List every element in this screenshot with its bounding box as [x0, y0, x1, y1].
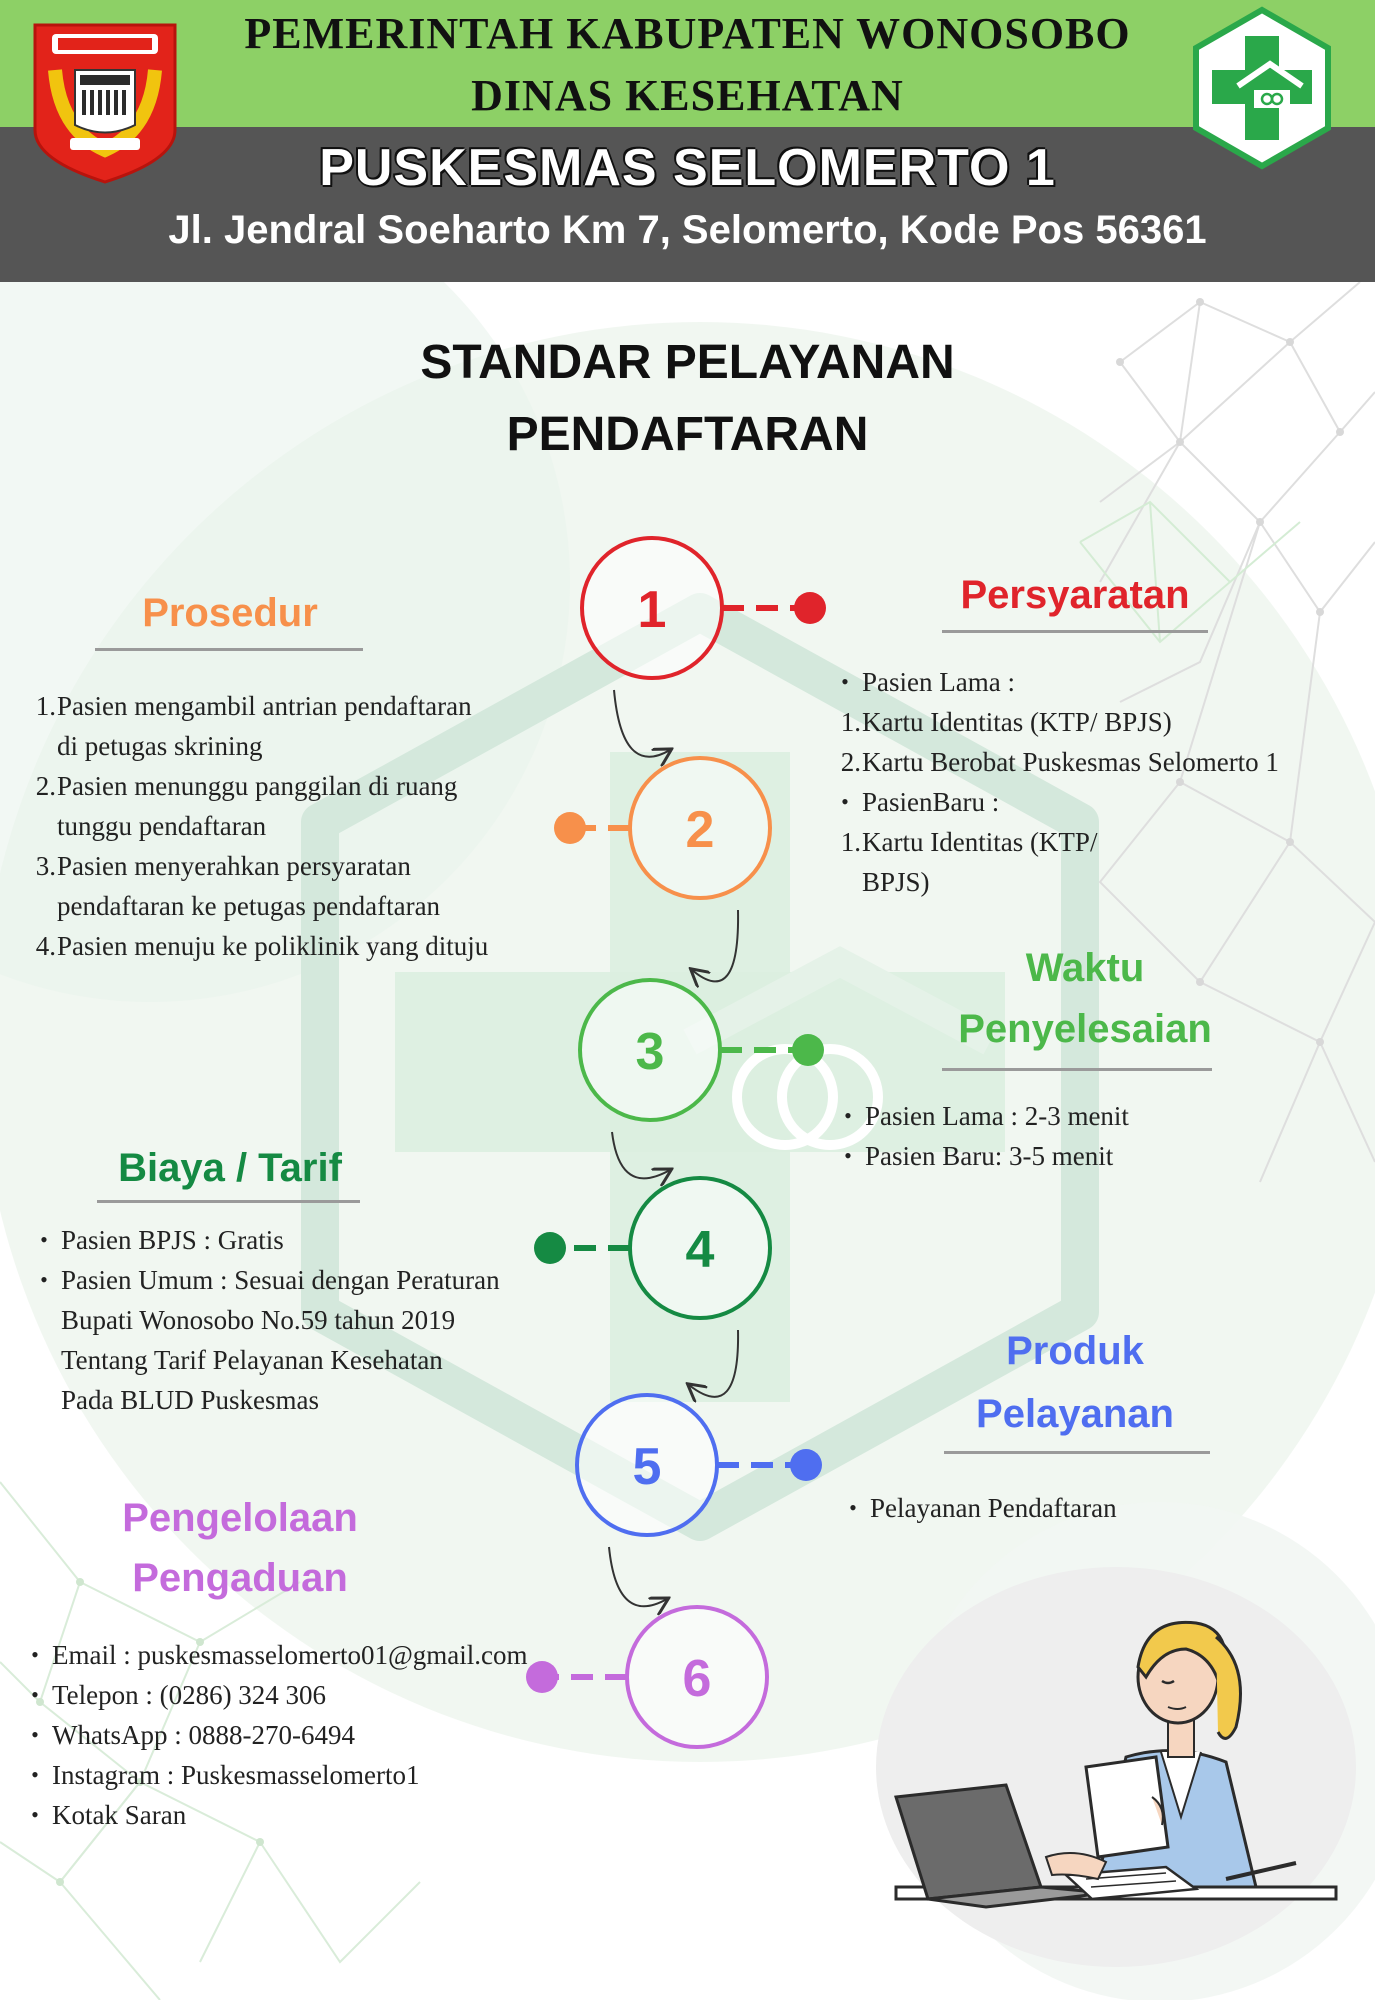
persyaratan-underline — [942, 630, 1208, 633]
step-arrow — [609, 1547, 667, 1606]
list-item-text: Telepon : (0286) 324 306 — [52, 1680, 327, 1710]
header-government-title: PEMERINTAH KABUPATEN WONOSOBO — [244, 9, 1131, 58]
list-item-text: Pasien Lama : 2-3 menit — [865, 1101, 1129, 1131]
number-marker: 1. — [840, 827, 861, 857]
list-item — [835, 822, 1355, 902]
header-puskesmas-name: PUSKESMAS SELOMERTO 1 — [319, 139, 1056, 197]
produk-heading-line2: Pelayanan — [976, 1392, 1174, 1436]
bullet-marker: • — [31, 1642, 39, 1667]
list-item — [30, 846, 570, 926]
list-item-text: Kartu Berobat Puskesmas Selomerto 1 — [862, 747, 1279, 777]
step-number: 2 — [685, 801, 715, 859]
list-item — [835, 662, 1355, 702]
step-number: 3 — [635, 1023, 665, 1081]
list-item-text: Bupati Wonosobo No.59 tahun 2019 — [61, 1305, 456, 1335]
number-marker: 2. — [840, 747, 861, 777]
biaya-underline — [97, 1200, 360, 1203]
list-item — [34, 1260, 574, 1420]
list-item-text: Pada BLUD Puskesmas — [61, 1385, 319, 1415]
pengaduan-list — [25, 1635, 605, 1835]
page-title-line2: PENDAFTARAN — [506, 408, 869, 461]
header-department-title: DINAS KESEHATAN — [471, 71, 904, 120]
list-item-text: tunggu pendaftaran — [57, 811, 267, 841]
list-item-text: Pasien BPJS : Gratis — [61, 1225, 284, 1255]
persyaratan-heading: Persyaratan — [960, 573, 1190, 617]
waktu-underline — [942, 1068, 1212, 1071]
bullet-marker: • — [841, 789, 849, 814]
waktu-heading-line1: Waktu — [1025, 946, 1145, 990]
list-item-text: Pelayanan Pendaftaran — [870, 1493, 1117, 1523]
woman-working-at-laptop-icon — [866, 1557, 1358, 1977]
pengaduan-heading-line2: Pengaduan — [132, 1556, 348, 1600]
waktu-list — [838, 1096, 1318, 1176]
list-item-text: BPJS) — [862, 867, 930, 897]
list-item — [30, 926, 570, 966]
bullet-marker: • — [849, 1495, 857, 1520]
step-number: 5 — [632, 1438, 662, 1496]
list-item-text: Kartu Identitas (KTP/ — [862, 827, 1098, 857]
step-arrow — [692, 910, 738, 981]
bullet-marker: • — [31, 1802, 39, 1827]
bullet-marker: • — [31, 1682, 39, 1707]
bullet-marker: • — [841, 669, 849, 694]
list-item — [25, 1795, 605, 1835]
step-number: 6 — [682, 1650, 712, 1708]
list-item-text: Pasien Umum : Sesuai dengan Peraturan — [61, 1265, 500, 1295]
list-item — [838, 1096, 1318, 1136]
number-marker: 1. — [840, 707, 861, 737]
waktu-heading-line2: Penyelesaian — [958, 1007, 1212, 1051]
produk-underline — [944, 1451, 1210, 1454]
step-number: 1 — [637, 581, 667, 639]
list-item-text: Email : puskesmasselomerto01@gmail.com — [52, 1640, 528, 1670]
bullet-marker: • — [31, 1722, 39, 1747]
number-marker: 4. — [35, 931, 56, 961]
bullet-marker: • — [844, 1143, 852, 1168]
biaya-list — [34, 1220, 574, 1420]
list-item — [30, 686, 570, 766]
list-item-text: WhatsApp : 0888-270-6494 — [52, 1720, 355, 1750]
header-address: Jl. Jendral Soeharto Km 7, Selomerto, Kode Pos 56361 — [168, 208, 1207, 252]
bullet-marker: • — [31, 1762, 39, 1787]
list-item-text: PasienBaru : — [862, 787, 1000, 817]
list-item-text: Pasien menunggu panggilan di ruang — [57, 771, 458, 801]
number-marker: 3. — [35, 851, 56, 881]
prosedur-list — [30, 686, 570, 966]
list-item-text: Pasien menuju ke poliklinik yang dituju — [57, 931, 489, 961]
produk-list — [843, 1488, 1323, 1528]
list-item — [30, 766, 570, 846]
list-item-text: Pasien menyerahkan persyaratan — [57, 851, 411, 881]
list-item — [838, 1136, 1318, 1176]
list-item-text: di petugas skrining — [57, 731, 263, 761]
list-item-text: Kotak Saran — [52, 1800, 187, 1830]
step-arrow — [614, 690, 670, 757]
prosedur-underline — [95, 648, 363, 651]
step-dot — [790, 1449, 822, 1481]
bullet-marker: • — [40, 1267, 48, 1292]
list-item — [25, 1675, 605, 1715]
produk-heading-line1: Produk — [1006, 1329, 1144, 1373]
list-item — [25, 1635, 605, 1675]
bullet-marker: • — [844, 1103, 852, 1128]
step-dot — [794, 592, 826, 624]
list-item-text: Pasien Baru: 3-5 menit — [865, 1141, 1114, 1171]
list-item — [843, 1488, 1323, 1528]
list-item — [835, 742, 1355, 782]
list-item-text: Pasien Lama : — [862, 667, 1015, 697]
step-arrow — [612, 1132, 670, 1178]
number-marker: 2. — [35, 771, 56, 801]
step-dot — [792, 1034, 824, 1066]
page-title-line1: STANDAR PELAYANAN — [420, 336, 955, 389]
list-item-text: Kartu Identitas (KTP/ BPJS) — [862, 707, 1172, 737]
list-item-text: Tentang Tarif Pelayanan Kesehatan — [61, 1345, 443, 1375]
step-arrow — [689, 1330, 738, 1397]
list-item-text: Pasien mengambil antrian pendaftaran — [57, 691, 472, 721]
list-item-text: pendaftaran ke petugas pendaftaran — [57, 891, 441, 921]
list-item-text: Instagram : Puskesmasselomerto1 — [52, 1760, 420, 1790]
list-item — [835, 782, 1355, 822]
list-item — [25, 1715, 605, 1755]
persyaratan-list — [835, 662, 1355, 902]
step-number: 4 — [685, 1221, 715, 1279]
bullet-marker: • — [40, 1227, 48, 1252]
biaya-heading: Biaya / Tarif — [118, 1146, 342, 1190]
list-item — [34, 1220, 574, 1260]
list-item — [835, 702, 1355, 742]
prosedur-heading: Prosedur — [142, 591, 318, 635]
pengaduan-heading-line1: Pengelolaan — [122, 1496, 358, 1540]
list-item — [25, 1755, 605, 1795]
number-marker: 1. — [35, 691, 56, 721]
